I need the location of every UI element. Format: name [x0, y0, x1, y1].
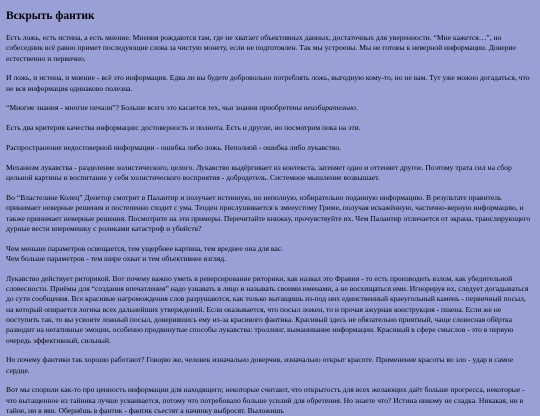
paragraph	[6, 143, 534, 153]
paragraph-text: Есть ложь, есть истина, а есть мнение. Мнения рождаются там, где не хватает объективных данных, достаточных для уверенности. “Мне кажется…”, но собеседник всё равно примет последующие слова за чистую монету, если не подготовлен. Так мы устроены. Мы не готовы к неверной информации. Доверие естественно и первично.	[6, 33, 516, 63]
paragraph-text: Лукавство действует риторикой. Вот почему важно уметь в реверсирование риторики, как назвал это Фравия - то есть производить взлом, как убедительной словесности. Приёмы для “создания впечатления” надо узнавать в лицо и называть своими именами, а не восхищаться ими. Игнорируя их, следует догадываться до сути сообщения. Все красивые нагромождения слов разрушаются, как только вытащишь из-под них единственный краеугольный камень - первичный посыл, на который опирается логика всех дальнейших утверждений. Если оказывается, что посыл ложен, то и прочая ажурная конструкция - пшена. Если же не поступить так, то вы усвоите ложный посыл, доверившись ему из-за красивого фантика. Красивый здесь не обязательно приятный, чаще словесная обёртка разводит на негативные эмоции, особенно продвинутые способы лукавства: троллинг, выманивание информации. Красивый в сфере смыслов - это в первую очередь эффективный, сильный.	[6, 273, 529, 345]
paragraph-text: И ложь, и истина, и мнение - всё это информация. Едва ли вы будете добровольно потреблять ложь, выгодную кому-то, но не вам. Тут уже можно догадаться, что не вся информация одинаково полезна.	[6, 73, 530, 93]
paragraph-text: Есть два критерия качества информации: достоверность и полнота. Есть и другие, но посмотрим пока на эти.	[6, 123, 361, 133]
paragraph-text: Вот мы спорили как-то про ценность информации для находящего; некоторые считают, что открытость для всех желающих даёт больше прогресса, некоторые - что вытащенное из тайника лучше усваивается, потому что потребовало больше усилий для обретения. Но знаете что? Истина никому не сладка. Никакая, ни в тайне, ни в яви. Обернёшь в фантик - фантик съестят а начинку выбросят. Выложишь	[6, 385, 525, 416]
article-body	[6, 33, 534, 416]
paragraph	[6, 274, 534, 346]
emphasis-text: неизбирательно	[303, 103, 356, 113]
paragraph	[6, 244, 534, 265]
paragraph	[6, 385, 534, 416]
paragraph-text: Чем больше параметров - тем шире охват и тем объективнее взгляд.	[6, 253, 227, 263]
paragraph-text: Но почему фантики так хорошо работают? Говорю же, человек изначально доверчив, изначально открыт красоте. Применение красоты во зло - удар в самое сердце.	[6, 355, 514, 375]
paragraph	[6, 355, 534, 376]
paragraph-text: Чем меньше параметров освещается, тем ущербнее картина, тем вреднее она для вас.	[6, 243, 283, 253]
paragraph-text: Во “Властелине Колец” Денетор смотрит в Палантир и получает истинную, но неполную, избирательно поданную информацию. В результате правитель принимает неверные решения и постепенно сходит с ума. Теоден прислушивается к змееустому Гриме, получая искажённую, частично-верную информацию, и также принимает неверные решения. Посмотрите на эти примеры. Перечитайте книжку, прочувствуйте их. Чем Палантир отличается от экрана, транслирующего дурные вести вперемешку с роликами катастроф и убийств?	[6, 192, 531, 233]
article-title: Вскрыть фантик	[6, 10, 95, 22]
paragraph	[6, 193, 534, 234]
paragraph	[6, 123, 534, 133]
paragraph	[6, 33, 534, 64]
paragraph	[6, 163, 534, 184]
paragraph-tail: .	[355, 103, 358, 113]
paragraph-text: Распространение недостоверной информации - ошибка либо ложь. Неполной - ошибка либо лукавство.	[6, 143, 342, 153]
paragraph-text: Механизм лукавства - разделение холистического, целого. Лукавство выдёргивает из контекста, затеняет одно и оттеняет другое. Поэтому трата сил на сбор цельной картины и воспитание у себя холистического восприятия - добродетель. Системное мышление возвышает.	[6, 162, 512, 183]
paragraph	[6, 73, 534, 94]
paragraph-text: “Многие знания - многие печали”? Больше всего это касается тех, чьи знания приобретены	[6, 103, 304, 113]
paragraph	[6, 103, 534, 113]
